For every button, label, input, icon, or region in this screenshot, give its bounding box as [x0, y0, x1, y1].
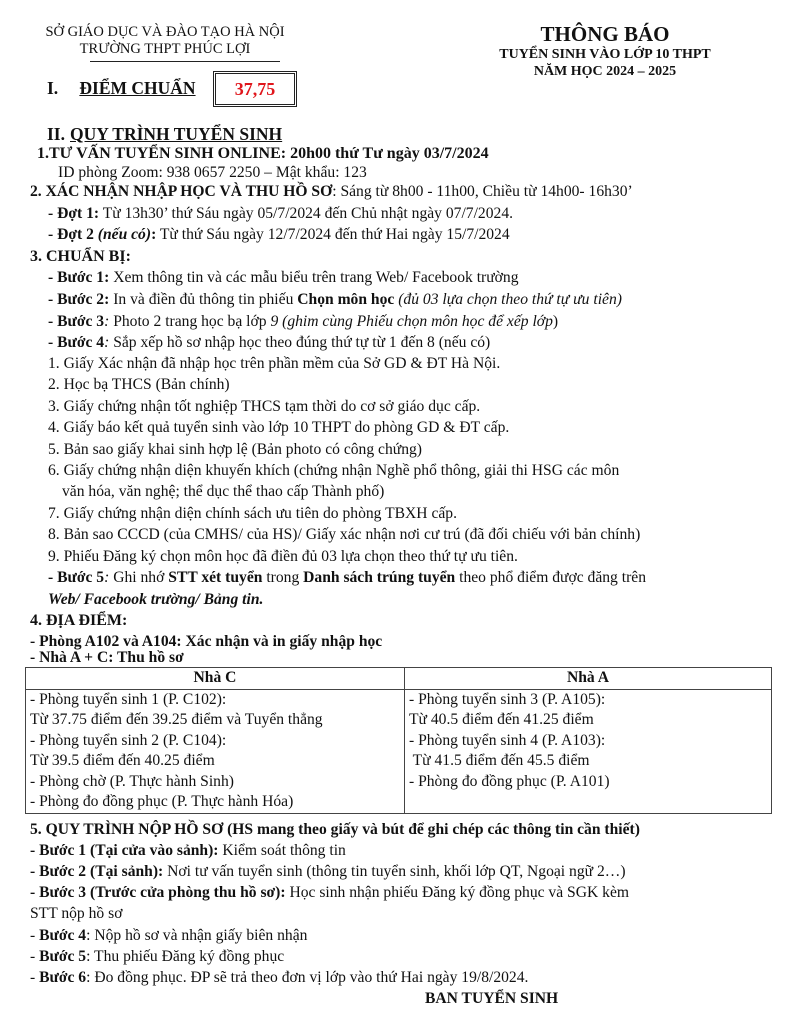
prepare-title: 3. CHUẨN BỊ:	[30, 248, 131, 265]
section-1-number: I.	[47, 78, 59, 98]
submit-step-1-label: - Bước 1 (Tại cửa vào sảnh):	[30, 842, 219, 859]
step-3	[48, 312, 558, 332]
submit-step-2	[30, 862, 626, 882]
notice-title: THÔNG BÁO	[540, 22, 670, 46]
submit-step-4-label: Bước 4	[39, 927, 87, 944]
cell-line: - Phòng đo đồng phục (P. Thực hành Hóa)	[30, 793, 294, 810]
submit-step-2-text: Nơi tư vấn tuyển sinh (thông tin tuyển sinh, khối lớp QT, Ngoại ngữ 2…)	[163, 863, 626, 880]
round-1	[48, 204, 513, 224]
cell-line: Từ 37.75 điểm đến 39.25 điểm và Tuyển thẳng	[30, 711, 323, 728]
doc-item: 4. Giấy báo kết quả tuyển sinh vào lớp 10 THPT do phòng GD & ĐT cấp.	[48, 419, 510, 436]
step-1-label: - Bước 1:	[48, 269, 110, 286]
submit-step-6	[30, 968, 528, 988]
step-3-text: Photo 2 trang học bạ lớp	[109, 313, 271, 330]
round-2	[48, 225, 510, 245]
doc-item-continued: văn hóa, văn nghệ; thể dục thể thao cấp Thành phố)	[62, 483, 385, 500]
doc-item: 6. Giấy chứng nhận diện khuyến khích (chứng nhận Nghề phổ thông, giải thi HSG các môn	[48, 462, 620, 479]
round-2-note: (nếu có)	[97, 226, 152, 243]
section-1-label: ĐIỂM CHUẨN	[79, 78, 196, 98]
step-2-text: In và điền đủ thông tin phiếu	[109, 291, 298, 308]
step-5-channels: Web/ Facebook trường/ Bảng tin.	[48, 591, 264, 608]
round-2-text: Từ thứ Sáu ngày 12/7/2024 đến thứ Hai ngày 15/7/2024	[156, 226, 510, 243]
submit-step-3-continued: STT nộp hồ sơ	[30, 905, 123, 922]
submit-step-5-label: Bước 5	[39, 948, 87, 965]
benchmark-score: 37,75	[234, 78, 276, 99]
cell-line: - Phòng tuyển sinh 4 (P. A103):	[409, 731, 606, 749]
section-2-heading	[47, 124, 282, 144]
step-4	[48, 333, 490, 353]
notice-subtitle: TUYỂN SINH VÀO LỚP 10 THPT	[499, 47, 711, 62]
location-title: 4. ĐỊA ĐIỂM:	[30, 612, 128, 629]
cell-line: - Phòng tuyển sinh 3 (P. A105):	[409, 690, 606, 708]
doc-item: 5. Bản sao giấy khai sinh hợp lệ (Bản photo có công chứng)	[48, 441, 422, 458]
round-1-text: Từ 13h30’ thứ Sáu ngày 05/7/2024 đến Chủ nhật ngày 07/7/2024.	[99, 205, 514, 222]
step-4-colon: :	[104, 334, 110, 351]
cell-line: - Phòng chờ (P. Thực hành Sinh)	[30, 772, 234, 790]
room-allocation-table	[25, 667, 772, 814]
signature-committee: BAN TUYỂN SINH	[425, 990, 559, 1007]
table-header: Nhà A	[405, 668, 772, 690]
step-4-text: Sắp xếp hồ sơ nhập học theo đúng thứ tự từ 1 đến 8 (nếu có)	[109, 334, 491, 351]
step-5-text-3: theo phổ điểm được đăng trên	[455, 569, 646, 586]
building-a-cell	[405, 689, 772, 813]
section-2-number: II.	[47, 124, 65, 144]
submit-step-6-dash: -	[30, 969, 40, 986]
step-3-end: )	[552, 313, 559, 330]
submit-step-6-label: Bước 6	[39, 969, 87, 986]
section-1-heading	[47, 78, 196, 99]
submit-step-5-text: : Thu phiếu Đăng ký đồng phục	[86, 948, 285, 965]
step-1-text: Xem thông tin và các mẫu biểu trên trang Web/ Facebook trường	[109, 269, 519, 286]
doc-item: 3. Giấy chứng nhận tốt nghiệp THCS tạm thời do cơ sở giáo dục cấp.	[48, 398, 481, 415]
table-row	[26, 689, 772, 813]
cell-line: - Phòng tuyển sinh 1 (P. C102):	[30, 690, 227, 708]
enrollment-confirm-title: 2. XÁC NHẬN NHẬP HỌC VÀ THU HỒ SƠ	[30, 183, 333, 200]
school-name: TRƯỜNG THPT PHÚC LỢI	[79, 41, 251, 57]
step-2-label: - Bước 2:	[48, 291, 110, 308]
step-2-italic: (đủ 03 lựa chọn theo thứ tự ưu tiên)	[394, 291, 622, 308]
step-1	[48, 268, 519, 288]
location-line-1: - Phòng A102 và A104: Xác nhận và in giấy nhập học	[30, 633, 383, 650]
submit-step-2-label: - Bước 2 (Tại sảnh):	[30, 863, 164, 880]
enrollment-confirm-line	[30, 182, 633, 202]
step-2	[48, 290, 622, 310]
table-header-row	[26, 668, 772, 690]
step-3-italic: 9 (ghim cùng Phiếu chọn môn học để xếp lớp	[270, 313, 553, 330]
doc-item: 7. Giấy chứng nhận diện chính sách ưu tiên do phòng TBXH cấp.	[48, 505, 457, 522]
step-3-colon: :	[104, 313, 110, 330]
step-2-bold: Chọn môn học	[297, 291, 395, 308]
submit-step-4	[30, 926, 307, 946]
step-4-label: - Bước 4	[48, 334, 105, 351]
issuer-block	[30, 24, 300, 58]
section-2-label: QUY TRÌNH TUYỂN SINH	[70, 124, 283, 144]
cell-line: - Phòng đo đồng phục (P. A101)	[409, 772, 610, 790]
step-5-bold-2: Danh sách trúng tuyển	[303, 569, 456, 586]
doc-item: 8. Bản sao CCCD (của CMHS/ của HS)/ Giấy xác nhận nơi cư trú (đã đối chiếu với bản chính)	[48, 526, 641, 543]
building-c-cell	[26, 689, 405, 813]
cell-line: Từ 39.5 điểm đến 40.25 điểm	[30, 752, 215, 769]
table-header: Nhà C	[26, 668, 405, 690]
doc-item: 9. Phiếu Đăng ký chọn môn học đã điền đủ 03 lựa chọn theo thứ tự ưu tiên.	[48, 548, 518, 565]
round-1-label: - Đợt 1:	[48, 205, 100, 222]
submit-step-3-label: - Bước 3 (Trước cửa phòng thu hồ sơ):	[30, 884, 286, 901]
round-2-colon: :	[151, 226, 157, 243]
step-5-text-1: Ghi nhớ	[109, 569, 169, 586]
benchmark-score-box	[213, 71, 297, 107]
step-3-label: - Bước 3	[48, 313, 105, 330]
submission-process-title: 5. QUY TRÌNH NỘP HỒ SƠ (HS mang theo giấy và bút để ghi chép các thông tin cần thiết)	[30, 821, 640, 838]
submit-step-4-dash: -	[30, 927, 40, 944]
online-consult-title: 1.TƯ VẤN TUYỂN SINH ONLINE: 20h00 thứ Tư ngày 03/7/2024	[37, 145, 489, 162]
notice-title-block	[455, 22, 755, 80]
step-5-text-2: trong	[262, 569, 304, 586]
zoom-info: ID phòng Zoom: 938 0657 2250 – Mật khẩu: 123	[58, 164, 367, 181]
submit-step-1	[30, 841, 346, 861]
enrollment-confirm-time: : Sáng từ 8h00 - 11h00, Chiều từ 14h00- 16h30’	[332, 183, 633, 200]
doc-item: 1. Giấy Xác nhận đã nhập học trên phần mềm của Sở GD & ĐT Hà Nội.	[48, 355, 501, 372]
department-name: SỞ GIÁO DỤC VÀ ĐÀO TẠO HÀ NỘI	[45, 24, 285, 40]
header-divider	[90, 61, 280, 62]
submit-step-1-text: Kiểm soát thông tin	[218, 842, 346, 859]
doc-item: 2. Học bạ THCS (Bản chính)	[48, 376, 230, 393]
submit-step-3-text: Học sinh nhận phiếu Đăng ký đồng phục và SGK kèm	[285, 884, 629, 901]
school-year: NĂM HỌC 2024 – 2025	[533, 64, 677, 79]
step-5-colon: :	[104, 569, 110, 586]
submit-step-4-text: : Nộp hồ sơ và nhận giấy biên nhận	[86, 927, 308, 944]
round-2-label: - Đợt 2	[48, 226, 98, 243]
step-5-label: - Bước 5	[48, 569, 105, 586]
submit-step-5	[30, 947, 284, 967]
submit-step-6-text: : Đo đồng phục. ĐP sẽ trả theo đơn vị lớp vào thứ Hai ngày 19/8/2024.	[86, 969, 529, 986]
cell-line: Từ 40.5 điểm đến 41.25 điểm	[409, 711, 594, 728]
step-5	[48, 568, 646, 588]
submit-step-5-dash: -	[30, 948, 40, 965]
submit-step-3	[30, 883, 629, 903]
cell-line: Từ 41.5 điểm đến 45.5 điểm	[409, 752, 590, 769]
location-line-2: - Nhà A + C: Thu hồ sơ	[30, 649, 184, 666]
step-5-bold-1: STT xét tuyển	[168, 569, 263, 586]
cell-line: - Phòng tuyển sinh 2 (P. C104):	[30, 731, 227, 749]
